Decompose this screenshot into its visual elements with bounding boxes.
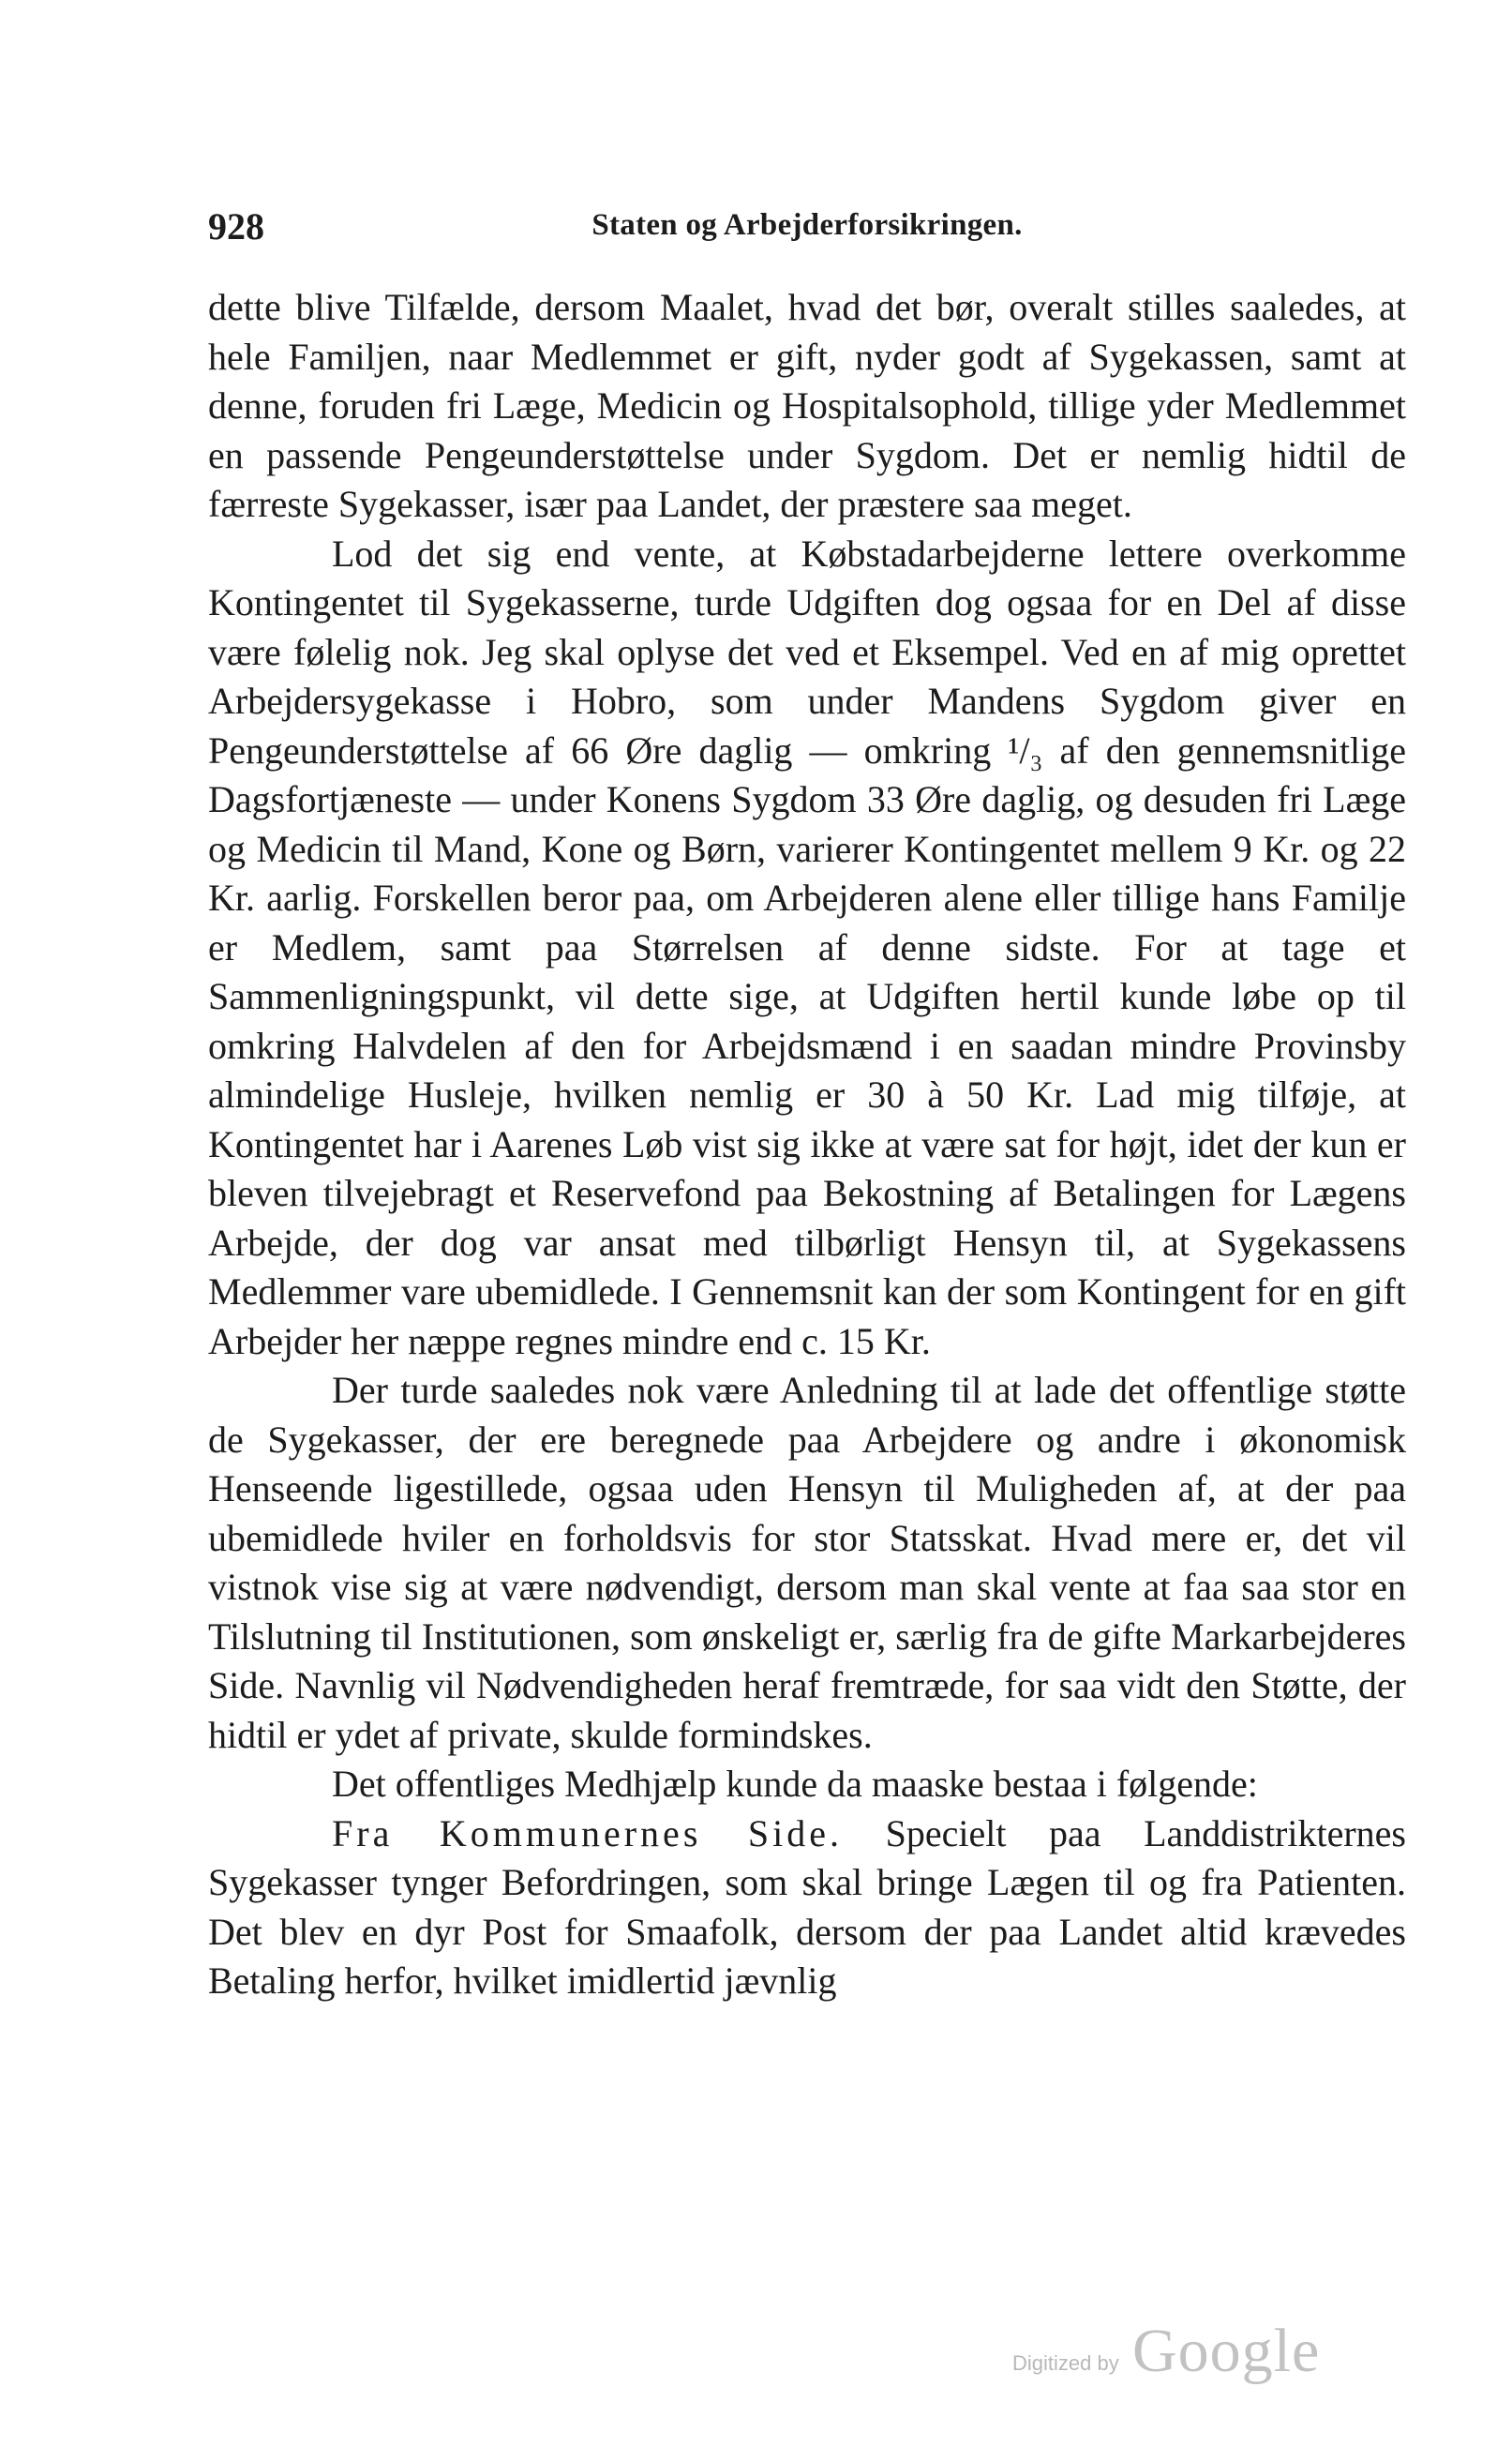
digitization-watermark	[1012, 2316, 1331, 2400]
paragraph-5-text: Specielt paa Landdistrikternes Sygekasser tynger Befordringen, som skal bringe Lægen til og fra Patienten. Det blev en dyr Post for Smaafolk, dersom der paa Landet altid krævedes Betaling herfor, hvilket imidlertid jævnlig	[208, 1811, 1406, 2002]
paragraph-5	[208, 1809, 1406, 2006]
page-body	[208, 283, 1406, 2006]
paragraph-1: dette blive Tilfælde, dersom Maalet, hvad det bør, overalt stilles saaledes, at hele Familjen, naar Medlemmet er gift, nyder godt af Sygekassen, samt at denne, foruden fri Læge, Medicin og Hospitalsophold, tillige yder Medlemmet en passende Pengeunderstøttelse under Sygdom. Det er nemlig hidtil de færreste Sygekasser, især paa Landet, der præstere saa meget.	[208, 286, 1406, 525]
google-logo: Google	[1132, 2317, 1321, 2385]
paragraph-2: Lod det sig end vente, at Købstadarbejderne lettere overkomme Kontingentet til Sygekasserne, turde Udgiften dog ogsaa for en Del af disse være følelig nok. Jeg skal oplyse det ved et Eksempel. Ved en af mig oprettet Arbejdersygekasse i Hobro, som under Mandens Sygdom giver en Pengeunderstøttelse af 66 Øre daglig — omkring ¹/₃ af den gennemsnitlige Dagsfortjæneste — under Konens Sygdom 33 Øre daglig, og desuden fri Læge og Medicin til Mand, Kone og Børn, varierer Kontingentet mellem 9 Kr. og 22 Kr. aarlig. Forskellen beror paa, om Arbejderen alene eller tillige hans Familje er Medlem, samt paa Størrelsen af denne sidste. For at tage et Sammenligningspunkt, vil dette sige, at Udgiften hertil kunde løbe op til omkring Halvdelen af den for Arbejdsmænd i en saadan mindre Provinsby almindelige Husleje, hvilken nemlig er 30 à 50 Kr. Lad mig tilføje, at Kontingentet har i Aarenes Løb vist sig ikke at være sat for højt, idet der kun er bleven tilvejebragt et Reservefond paa Bekostning af Betalingen for Lægens Arbejde, der dog var ansat med tilbørligt Hensyn til, at Sygekassens Medlemmer vare ubemidlede. I Gennemsnit kan der som Kontingent for en gift Arbejder her næppe regnes mindre end c. 15 Kr.	[208, 532, 1406, 1362]
page-number: 928	[208, 205, 264, 248]
paragraph-4: Det offentliges Medhjælp kunde da maaske bestaa i følgende:	[332, 1763, 1258, 1805]
book-page	[208, 0, 1406, 2447]
page-header	[208, 204, 1406, 261]
paragraph-3: Der turde saaledes nok være Anledning til at lade det offentlige støtte de Sygekasser, der ere beregnede paa Arbejdere og andre i økonomisk Henseende ligestillede, ogsaa uden Hensyn til Muligheden af, at der paa ubemidlede hviler en forholdsvis for stor Statsskat. Hvad mere er, det vil vistnok vise sig at være nødvendigt, dersom man skal vente at faa saa stor en Tilslutning til Institutionen, som ønskeligt er, særlig fra de gifte Markarbejderes Side. Navnlig vil Nødvendigheden heraf fremtræde, for saa vidt den Støtte, der hidtil er ydet af private, skulde formindskes.	[208, 1369, 1406, 1756]
running-title: Staten og Arbejderforsikringen.	[591, 208, 1023, 242]
section-heading-inline: Fra Kommunernes Side.	[332, 1811, 844, 1854]
digitized-by-label: Digitized by	[1012, 2351, 1119, 2375]
